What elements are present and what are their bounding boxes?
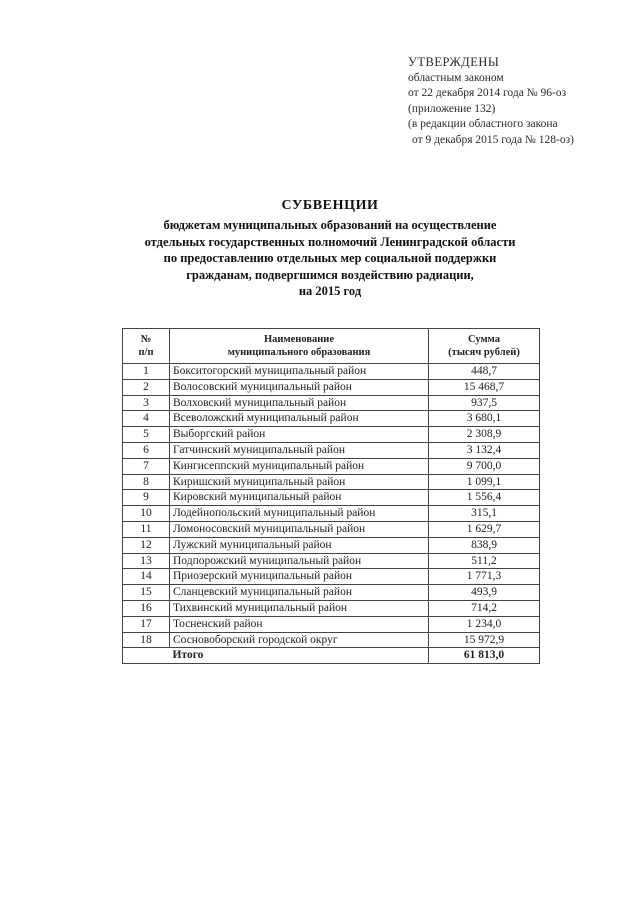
row-name: Кингисеппский муниципальный район [170, 458, 429, 474]
row-sum: 1 234,0 [429, 616, 540, 632]
table-row [123, 600, 540, 616]
row-number: 12 [123, 537, 170, 553]
table-row [123, 379, 540, 395]
table-row [123, 506, 540, 522]
table-row [123, 585, 540, 601]
title-line-5: на 2015 год [298, 284, 362, 298]
row-sum: 1 771,3 [429, 569, 540, 585]
row-number: 10 [123, 506, 170, 522]
title-line-3: по предоставлению отдельных мер социальной поддержки [163, 251, 497, 265]
document-title [100, 198, 560, 300]
header-name-line2: муниципального образования [227, 347, 371, 358]
table-row [123, 458, 540, 474]
approval-edition: (в редакции областного закона [408, 118, 558, 130]
row-name: Подпорожский муниципальный район [170, 553, 429, 569]
approval-law-date: от 22 декабря 2014 года № 96-оз [408, 87, 567, 99]
title-line-1: бюджетам муниципальных образований на осуществление [163, 218, 497, 232]
table-row [123, 521, 540, 537]
row-name: Приозерский муниципальный район [170, 569, 429, 585]
row-name: Ломоносовский муниципальный район [170, 521, 429, 537]
row-number: 15 [123, 585, 170, 601]
table-row [123, 553, 540, 569]
row-sum: 1 629,7 [429, 521, 540, 537]
approval-appendix: (приложение 132) [408, 102, 496, 115]
subventions-table [122, 328, 540, 664]
row-sum: 511,2 [429, 553, 540, 569]
row-sum: 15 468,7 [429, 379, 540, 395]
title-main: СУБВЕНЦИИ [281, 198, 379, 213]
row-sum: 1 099,1 [429, 474, 540, 490]
row-number: 3 [123, 395, 170, 411]
header-sum-line2: (тысяч рублей) [448, 347, 520, 358]
table-row [123, 569, 540, 585]
row-number: 8 [123, 474, 170, 490]
row-name: Кировский муниципальный район [170, 490, 429, 506]
row-number: 2 [123, 379, 170, 395]
header-number [123, 329, 170, 364]
row-number: 14 [123, 569, 170, 585]
table-body [123, 364, 540, 664]
row-number: 6 [123, 442, 170, 458]
row-name: Тосненский район [170, 616, 429, 632]
total-sum: 61 813,0 [429, 648, 540, 664]
row-sum: 15 972,9 [429, 632, 540, 648]
row-name: Лужский муниципальный район [170, 537, 429, 553]
row-name: Гатчинский муниципальный район [170, 442, 429, 458]
row-number: 1 [123, 364, 170, 380]
table-row [123, 442, 540, 458]
total-row [123, 648, 540, 664]
row-name: Всеволожский муниципальный район [170, 411, 429, 427]
header-number-line2: п/п [138, 347, 154, 358]
header-name-line1: Наименование [264, 334, 334, 345]
table-row [123, 490, 540, 506]
table-row [123, 427, 540, 443]
table-row [123, 411, 540, 427]
row-number: 7 [123, 458, 170, 474]
row-sum: 937,5 [429, 395, 540, 411]
row-sum: 714,2 [429, 600, 540, 616]
row-sum: 3 680,1 [429, 411, 540, 427]
row-number: 11 [123, 521, 170, 537]
row-sum: 9 700,0 [429, 458, 540, 474]
row-number: 13 [123, 553, 170, 569]
approval-law: областным законом [408, 71, 504, 84]
title-line-4: гражданам, подвергшимся воздействию радиации, [186, 267, 474, 282]
row-sum: 1 556,4 [429, 490, 540, 506]
total-label: Итого [170, 648, 429, 664]
table-row [123, 364, 540, 380]
row-number: 16 [123, 600, 170, 616]
table-row [123, 537, 540, 553]
table-header-row [123, 329, 540, 364]
table-row [123, 632, 540, 648]
row-number: 5 [123, 427, 170, 443]
row-name: Лодейнопольский муниципальный район [170, 506, 429, 522]
row-number: 18 [123, 632, 170, 648]
row-name: Тихвинский муниципальный район [170, 600, 429, 616]
row-name: Выборгский район [170, 427, 429, 443]
header-name [170, 329, 429, 364]
row-number: 4 [123, 411, 170, 427]
row-sum: 448,7 [429, 364, 540, 380]
row-name: Волосовский муниципальный район [170, 379, 429, 395]
approval-heading: УТВЕРЖДЕНЫ [408, 55, 500, 69]
approval-edition-date: от 9 декабря 2015 года № 128-оз) [412, 133, 574, 146]
row-number: 9 [123, 490, 170, 506]
table-row [123, 616, 540, 632]
row-name: Волховский муниципальный район [170, 395, 429, 411]
row-sum: 493,9 [429, 585, 540, 601]
row-name: Сосновоборский городской округ [170, 632, 429, 648]
table-row [123, 395, 540, 411]
table-row [123, 474, 540, 490]
row-name: Киришский муниципальный район [170, 474, 429, 490]
row-sum: 315,1 [429, 506, 540, 522]
row-number: 17 [123, 616, 170, 632]
row-name: Бокситогорский муниципальный район [170, 364, 429, 380]
header-sum [429, 329, 540, 364]
title-line-2: отдельных государственных полномочий Ленинградской области [144, 234, 516, 249]
approval-stamp [408, 55, 574, 148]
total-number-cell [123, 648, 170, 664]
header-sum-line1: Сумма [468, 334, 500, 345]
row-sum: 838,9 [429, 537, 540, 553]
row-sum: 3 132,4 [429, 442, 540, 458]
row-sum: 2 308,9 [429, 427, 540, 443]
header-number-line1: № [140, 334, 152, 345]
row-name: Сланцевский муниципальный район [170, 585, 429, 601]
